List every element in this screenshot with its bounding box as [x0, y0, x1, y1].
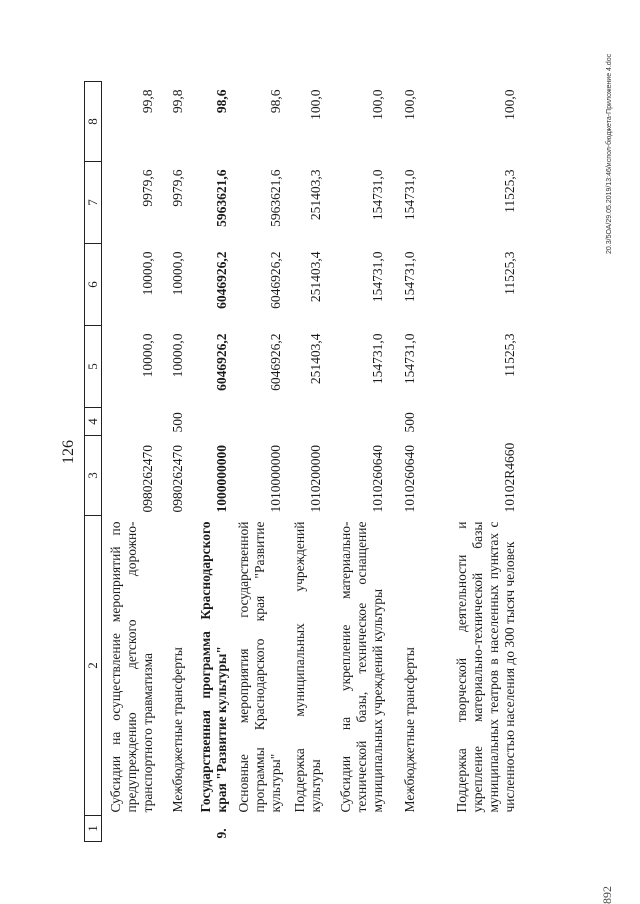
header-col-1: 1: [85, 816, 102, 842]
row-refined-plan: 6046926,2: [268, 251, 283, 309]
page-number: 126: [60, 440, 77, 464]
row-type: [230, 408, 284, 436]
row-executed: 9979,6: [140, 169, 155, 207]
row-number: [386, 816, 418, 842]
row-code: 1010000000: [268, 445, 283, 513]
row-percent: 100,0: [370, 89, 385, 120]
row-code: 1000000000: [214, 445, 229, 513]
corner-page-mark: 892: [600, 886, 614, 904]
row-executed: 5963621,6: [214, 169, 229, 227]
row-description: Поддержка муниципальных учреждений культуры: [292, 521, 323, 813]
row-percent: 98,6: [214, 89, 229, 114]
table-body: [102, 82, 519, 842]
row-plan: 10000,0: [140, 333, 155, 378]
row-plan: 10000,0: [170, 333, 185, 378]
header-col-3: 3: [85, 436, 102, 516]
row-plan: 154731,0: [402, 333, 417, 385]
row-executed: 11525,3: [502, 169, 517, 213]
row-percent: 99,8: [170, 89, 185, 114]
row-refined-plan: 11525,3: [502, 251, 517, 295]
budget-table: [84, 81, 518, 842]
row-description: Государственная программа Краснодарского края "Развитие культуры": [198, 521, 229, 813]
row-refined-plan: 10000,0: [170, 251, 185, 296]
header-col-4: 4: [85, 408, 102, 436]
row-code: 1010260640: [402, 445, 417, 513]
row-plan: 154731,0: [370, 333, 385, 385]
row-percent: 100,0: [308, 89, 323, 120]
row-description: Межбюджетные трансферты: [170, 647, 185, 813]
row-number: [324, 816, 386, 842]
row-description: Основные мероприятия государственной программы Краснодарского края "Развитие культуры": [236, 521, 283, 813]
row-code: 1010200000: [308, 445, 323, 513]
row-description: Субсидии на укрепление материально-технической базы, техническое оснащение муниципальных учреждений культуры: [338, 521, 385, 813]
row-code: 1010260640: [370, 445, 385, 513]
row-code: 10102R4660: [502, 442, 517, 513]
row-type: [284, 408, 324, 436]
footer-file-path: 20.3/5ОА/29.05.2019/13:46/испол-бюджета-Приложение 4.doc: [606, 53, 613, 254]
row-type: [186, 408, 230, 436]
row-number: [418, 816, 518, 842]
row-number: [230, 816, 284, 842]
row-plan: 6046926,2: [268, 333, 283, 391]
row-plan: 6046926,2: [214, 333, 229, 391]
table-row: [230, 82, 284, 842]
header-col-7: 7: [85, 162, 102, 244]
table-row: [418, 82, 518, 842]
table-row: [324, 82, 386, 842]
header-col-8: 8: [85, 82, 102, 162]
row-plan: 251403,4: [308, 333, 323, 385]
row-description: Межбюджетные трансферты: [402, 647, 417, 813]
table-row: [186, 82, 230, 842]
row-executed: 9979,6: [170, 169, 185, 207]
row-refined-plan: 10000,0: [140, 251, 155, 296]
row-code: 0980262470: [140, 445, 155, 513]
row-refined-plan: 6046926,2: [214, 251, 229, 309]
row-refined-plan: 154731,0: [402, 251, 417, 303]
table-header-row: [85, 82, 102, 842]
row-type: 500: [402, 412, 417, 433]
row-percent: 100,0: [502, 89, 517, 120]
row-refined-plan: 251403,4: [308, 251, 323, 303]
table-row: [156, 82, 186, 842]
row-type: [418, 408, 518, 436]
row-description: Субсидии на осуществление мероприятий по предупреждению детского дорожно-транспортного травматизма: [108, 521, 155, 813]
row-type: 500: [170, 412, 185, 433]
row-executed: 154731,0: [370, 169, 385, 221]
row-code: 0980262470: [170, 445, 185, 513]
row-number: [102, 816, 157, 842]
row-plan: 11525,3: [502, 333, 517, 377]
row-description: Поддержка творческой деятельности и укрепление материально-технической базы муниципальных театров в населенных пунктах с численностью населения до 300 тысяч человек: [454, 521, 517, 813]
header-col-6: 6: [85, 244, 102, 326]
row-number: [156, 816, 186, 842]
row-percent: 99,8: [140, 89, 155, 114]
table-row: [102, 82, 157, 842]
table-row: [386, 82, 418, 842]
row-type: [324, 408, 386, 436]
row-number: [284, 816, 324, 842]
row-refined-plan: 154731,0: [370, 251, 385, 303]
row-number: 9.: [214, 828, 229, 839]
row-type: [102, 408, 157, 436]
header-col-2: 2: [85, 516, 102, 816]
row-executed: 154731,0: [402, 169, 417, 221]
row-executed: 5963621,6: [268, 169, 283, 227]
row-executed: 251403,3: [308, 169, 323, 221]
row-percent: 100,0: [402, 89, 417, 120]
table-row: [284, 82, 324, 842]
header-col-5: 5: [85, 326, 102, 408]
row-percent: 98,6: [268, 89, 283, 114]
